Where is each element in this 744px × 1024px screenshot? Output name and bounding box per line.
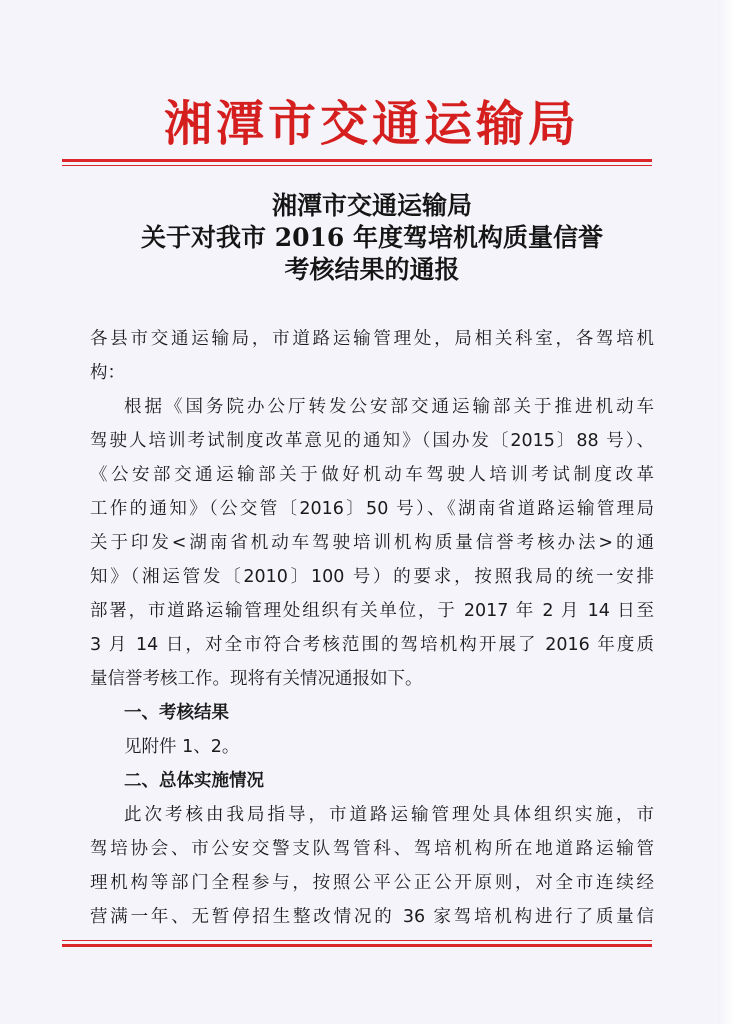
body-line: 根据《国务院办公厅转发公安部交通运输部关于推进机动车 [124, 397, 654, 417]
document-title [0, 190, 744, 286]
body-line: 工作的通知》（公交管〔2016〕50 号）、《湖南省道路运输管理局 [90, 499, 654, 519]
body-line: 此次考核由我局指导，市道路运输管理处具体组织实施，市 [124, 805, 654, 825]
title-line-3: 考核结果的通报 [284, 255, 460, 284]
body-line: 量信誉考核工作。现将有关情况通报如下。 [90, 669, 423, 689]
body-line: 《公安部交通运输部关于做好机动车驾驶人培训考试制度改革 [90, 465, 654, 485]
body-line: 关于印发<湖南省机动车驾驶培训机构质量信誉考核办法>的通 [90, 533, 654, 553]
masthead-title: 湘潭市交通运输局 [163, 96, 580, 152]
body-line: 驾驶人培训考试制度改革意见的通知》（国办发〔2015〕88 号）、 [90, 431, 654, 451]
footer-rule-thick [62, 944, 652, 947]
body-line: 驾培协会、市公安交警支队驾管科、驾培机构所在地道路运输管 [90, 839, 654, 859]
title-line-2: 关于对我市 2016 年度驾培机构质量信誉 [141, 223, 603, 252]
body-line: 知》（湘运管发〔2010〕100 号）的要求，按照我局的统一安排 [90, 567, 654, 587]
body-line: 营满一年、无暂停招生整改情况的 36 家驾培机构进行了质量信 [90, 907, 654, 927]
section-heading-implementation: 二、总体实施情况 [124, 771, 264, 791]
masthead-rule-thick [62, 159, 652, 162]
body-line: 见附件 1、2。 [124, 737, 240, 757]
section-heading-results: 一、考核结果 [124, 703, 229, 723]
body-line: 3 月 14 日，对全市符合考核范围的驾培机构开展了 2016 年度质 [90, 635, 654, 655]
body-line: 理机构等部门全程参与，按照公平公正公开原则，对全市连续经 [90, 873, 654, 893]
body-line: 部署，市道路运输管理处组织有关单位，于 2017 年 2 月 14 日至 [90, 601, 654, 621]
body-line: 各县市交通运输局，市道路运输管理处，局相关科室，各驾培机 [90, 329, 654, 349]
body-line: 构： [90, 363, 125, 383]
masthead-rule-thin [62, 165, 652, 166]
title-line-1: 湘潭市交通运输局 [271, 191, 472, 220]
footer-rule-thin [62, 940, 652, 941]
